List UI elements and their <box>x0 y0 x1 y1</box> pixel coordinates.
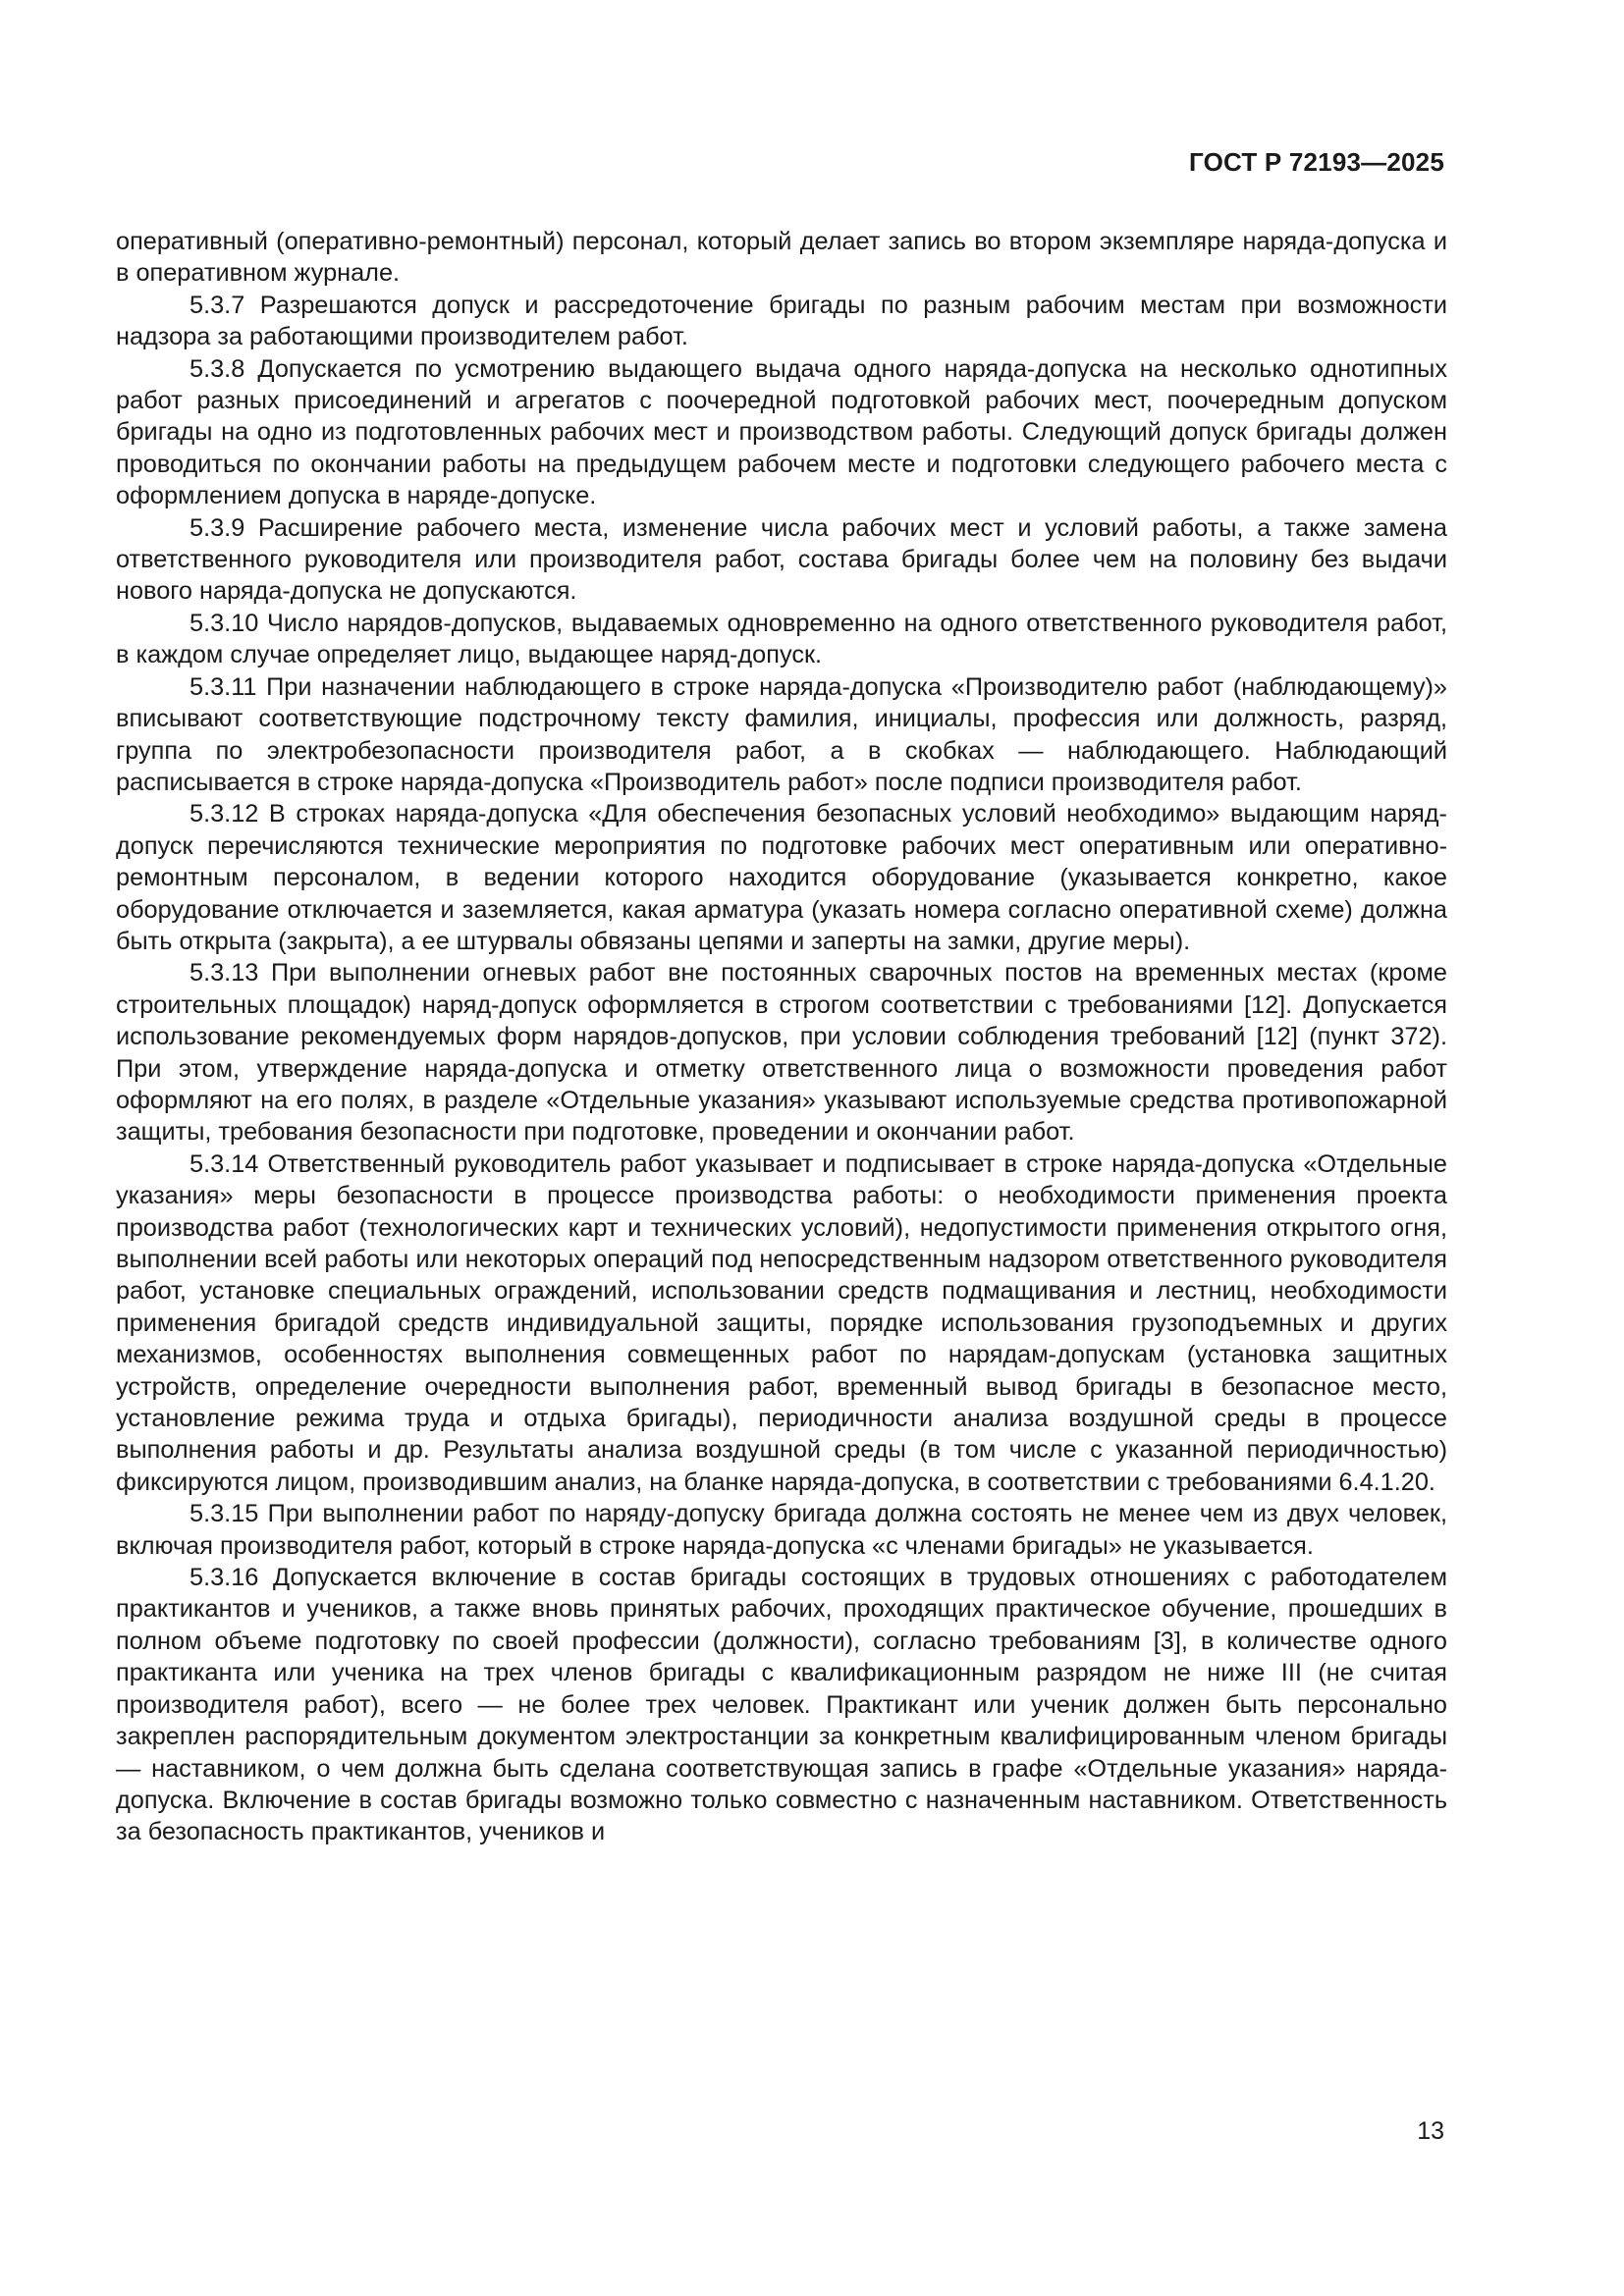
paragraph-continuation: оперативный (оперативно-ремонтный) персонал, который делает запись во втором экземпляре наряда-допуска и в оперативном журнале. <box>116 228 1447 288</box>
document-body <box>116 226 1447 1848</box>
clause-5-3-7: 5.3.7 Разрешаются допуск и рассредоточение бригады по разным рабочим местам при возможности надзора за работающими производителем работ. <box>116 291 1447 351</box>
clause-5-3-9: 5.3.9 Расширение рабочего места, изменение числа рабочих мест и условий работы, а также замена ответственного руководителя или производителя работ, состава бригады более чем на половину без выдачи нового наряда-допуска не допускаются. <box>116 513 1447 606</box>
clause-5-3-14: 5.3.14 Ответственный руководитель работ указывает и подписывает в строке наряда-допуска «Отдельные указания» меры безопасности в процессе производства работы: о необходимости применения проекта производства работ (технологических карт и технических условий), недопустимости применения открытого огня, выполнении всей работы или некоторых операций под непосредственным надзором ответственного руководителя работ, установке специальных ограждений, использовании средств подмащивания и лестниц, необходимости применения бригадой средств индивидуальной защиты, порядке использования грузоподъемных и других механизмов, особенностях выполнения совмещенных работ по нарядам-допускам (установка защитных устройств, определение очередности выполнения работ, временный вывод бригады в безопасное место, установление режима труда и отдыха бригады), периодичности анализа воздушной среды в процессе выполнения работы и др. Результаты анализа воздушной среды (в том числе с указанной периодичностью) фиксируются лицом, производившим анализ, на бланке наряда-допуска, в соответствии с требованиями 6.4.1.20. <box>116 1149 1447 1496</box>
clause-5-3-11: 5.3.11 При назначении наблюдающего в строке наряда-допуска «Производителю работ (наблюдающему)» вписывают соответствующие подстрочному тексту фамилия, инициалы, профессия или должность, разряд, группа по электробезопасности производителя работ, а в скобках — наблюдающего. Наблюдающий расписывается в строке наряда-допуска «Производитель работ» после подписи производителя работ. <box>116 672 1447 796</box>
clause-5-3-12: 5.3.12 В строках наряда-допуска «Для обеспечения безопасных условий необходимо» выдающим наряд-допуск перечисляются технические мероприятия по подготовке рабочих мест оперативным или оперативно-ремонтным персоналом, в ведении которого находится оборудование (указывается конкретно, какое оборудование отключается и заземляется, какая арматура (указать номера согласно оперативной схеме) должна быть открыта (закрыта), а ее штурвалы обвязаны цепями и заперты на замки, другие меры). <box>116 800 1447 955</box>
clause-5-3-13: 5.3.13 При выполнении огневых работ вне постоянных сварочных постов на временных местах (кроме строительных площадок) наряд-допуск оформляется в строгом соответствии с требованиями [12]. Допускается использование рекомендуемых форм нарядов-допусков, при условии соблюдения требований [12] (пункт 372). При этом, утверждение наряда-допуска и отметку ответственного лица о возможности проведения работ оформляют на его полях, в разделе «Отдельные указания» указывают используемые средства противопожарной защиты, требования безопасности при подготовке, проведении и окончании работ. <box>116 959 1447 1147</box>
clause-5-3-16: 5.3.16 Допускается включение в состав бригады состоящих в трудовых отношениях с работодателем практикантов и учеников, а также вновь принятых рабочих, проходящих практическое обучение, прошедших в полном объеме подготовку по своей профессии (должности), согласно требованиям [3], в количестве одного практиканта или ученика на трех членов бригады с квалификационным разрядом не ниже III (не считая производителя работ), всего — не более трех человек. Практикант или ученик должен быть персонально закреплен распорядительным документом электростанции за конкретным квалифицированным членом бригады — наставником, о чем должна быть сделана соответствующая запись в графе «Отдельные указания» наряда-допуска. Включение в состав бригады возможно только совместно с назначенным наставником. Ответственность за безопасность практикантов, учеников и <box>116 1564 1447 1846</box>
clause-5-3-15: 5.3.15 При выполнении работ по наряду-допуску бригада должна состоять не менее чем из двух человек, включая производителя работ, который в строке наряда-допуска «с членами бригады» не указывается. <box>116 1500 1447 1560</box>
document-standard-number: ГОСТ Р 72193—2025 <box>1189 147 1444 177</box>
clause-5-3-8: 5.3.8 Допускается по усмотрению выдающего выдача одного наряда-допуска на несколько однотипных работ разных присоединений и агрегатов с поочередной подготовкой рабочих мест, поочередным допуском бригады на одно из подготовленных рабочих мест и производством работы. Следующий допуск бригады должен проводиться по окончании работы на предыдущем рабочем месте и подготовки следующего рабочего места с оформлением допуска в наряде-допуске. <box>116 354 1447 510</box>
page-number: 13 <box>1417 2117 1444 2145</box>
clause-5-3-10: 5.3.10 Число нарядов-допусков, выдаваемых одновременно на одного ответственного руководителя работ, в каждом случае определяет лицо, выдающее наряд-допуск. <box>116 609 1447 669</box>
